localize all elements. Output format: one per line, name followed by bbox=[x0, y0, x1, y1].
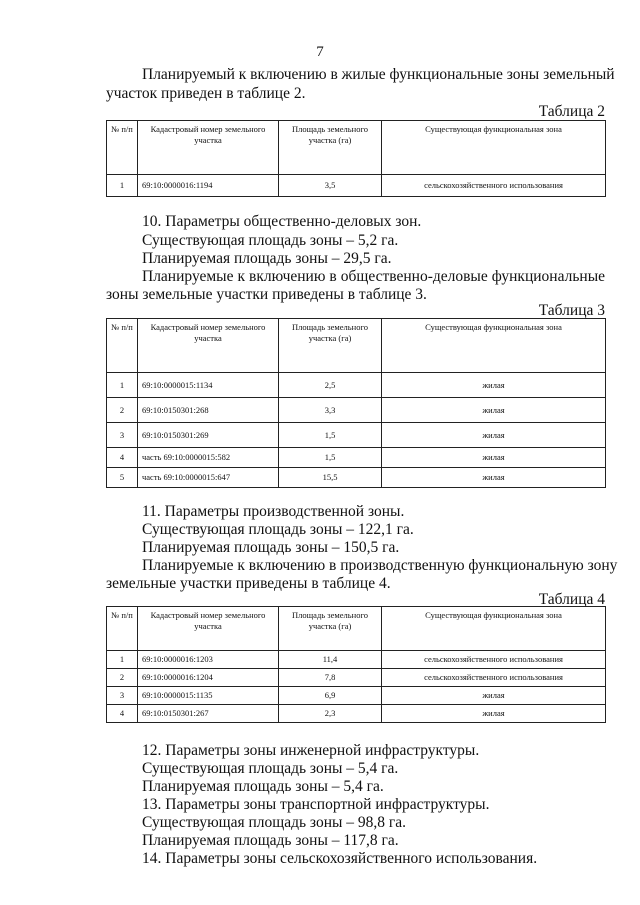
table-row bbox=[107, 373, 606, 398]
cell-num: 1 bbox=[107, 373, 138, 398]
header-area: Площадь земельного участка (га) bbox=[279, 607, 382, 651]
table-row bbox=[107, 651, 606, 669]
header-cad: Кадастровый номер земельного участка bbox=[138, 121, 279, 175]
cell-zone: жилая bbox=[382, 448, 606, 468]
table-row bbox=[107, 687, 606, 705]
table-row bbox=[107, 423, 606, 448]
cell-zone: жилая bbox=[382, 373, 606, 398]
cell-cad: 69:10:0150301:268 bbox=[138, 398, 279, 423]
cell-zone: жилая bbox=[382, 468, 606, 488]
intro-line-1: Планируемый к включению в жилые функциональные зоны земельный bbox=[142, 66, 615, 83]
header-zone: Существующая функциональная зона bbox=[382, 319, 606, 373]
s11-title: 11. Параметры производственной зоны. bbox=[142, 503, 405, 520]
cell-area: 2,5 bbox=[279, 373, 382, 398]
cell-zone: сельскохозяйственного использования bbox=[382, 175, 606, 197]
s11-text-1: Планируемые к включению в производственную функциональную зону bbox=[142, 557, 618, 574]
cell-num: 4 bbox=[107, 705, 138, 723]
page-number: 7 bbox=[316, 44, 324, 60]
header-area: Площадь земельного участка (га) bbox=[279, 121, 382, 175]
s13-existing: Существующая площадь зоны – 98,8 га. bbox=[142, 814, 407, 831]
table-row bbox=[107, 175, 606, 197]
header-area: Площадь земельного участка (га) bbox=[279, 319, 382, 373]
cell-cad: 69:10:0150301:267 bbox=[138, 705, 279, 723]
cell-cad: часть 69:10:0000015:582 bbox=[138, 448, 279, 468]
intro-line-2: участок приведен в таблице 2. bbox=[106, 85, 306, 102]
header-num: № п/п bbox=[107, 607, 138, 651]
cell-cad: 69:10:0000015:1135 bbox=[138, 687, 279, 705]
cell-area: 11,4 bbox=[279, 651, 382, 669]
s12-title: 12. Параметры зоны инженерной инфраструктуры. bbox=[142, 742, 480, 759]
cell-cad: 69:10:0000016:1203 bbox=[138, 651, 279, 669]
cell-num: 4 bbox=[107, 448, 138, 468]
table4-caption: Таблица 4 bbox=[538, 591, 605, 608]
table-row bbox=[107, 448, 606, 468]
s14-title: 14. Параметры зоны сельскохозяйственного использования. bbox=[142, 850, 538, 867]
cell-cad: 69:10:0000015:1134 bbox=[138, 373, 279, 398]
cell-zone: жилая bbox=[382, 705, 606, 723]
cell-area: 2,3 bbox=[279, 705, 382, 723]
header-cad: Кадастровый номер земельного участка bbox=[138, 607, 279, 651]
cell-num: 2 bbox=[107, 669, 138, 687]
s10-existing: Существующая площадь зоны – 5,2 га. bbox=[142, 232, 399, 249]
cell-num: 3 bbox=[107, 687, 138, 705]
cell-zone: сельскохозяйственного использования bbox=[382, 669, 606, 687]
s13-title: 13. Параметры зоны транспортной инфраструктуры. bbox=[142, 796, 490, 813]
cell-num: 2 bbox=[107, 398, 138, 423]
s11-existing: Существующая площадь зоны – 122,1 га. bbox=[142, 521, 414, 538]
cell-area: 1,5 bbox=[279, 448, 382, 468]
header-zone: Существующая функциональная зона bbox=[382, 607, 606, 651]
cell-cad: часть 69:10:0000015:647 bbox=[138, 468, 279, 488]
table-row bbox=[107, 468, 606, 488]
header-cad: Кадастровый номер земельного участка bbox=[138, 319, 279, 373]
cell-zone: жилая bbox=[382, 398, 606, 423]
cell-zone: жилая bbox=[382, 423, 606, 448]
cell-area: 3,3 bbox=[279, 398, 382, 423]
s13-planned: Планируемая площадь зоны – 117,8 га. bbox=[142, 832, 399, 849]
cell-area: 3,5 bbox=[279, 175, 382, 197]
cell-area: 15,5 bbox=[279, 468, 382, 488]
table-row bbox=[107, 398, 606, 423]
cell-area: 6,9 bbox=[279, 687, 382, 705]
cell-zone: жилая bbox=[382, 687, 606, 705]
s10-title: 10. Параметры общественно-деловых зон. bbox=[142, 213, 422, 230]
header-num: № п/п bbox=[107, 319, 138, 373]
table2-caption: Таблица 2 bbox=[538, 103, 605, 120]
table-4 bbox=[106, 606, 606, 723]
cell-zone: сельскохозяйственного использования bbox=[382, 651, 606, 669]
table-row bbox=[107, 669, 606, 687]
cell-cad: 69:10:0000016:1194 bbox=[138, 175, 279, 197]
s12-existing: Существующая площадь зоны – 5,4 га. bbox=[142, 760, 399, 777]
cell-area: 1,5 bbox=[279, 423, 382, 448]
cell-num: 3 bbox=[107, 423, 138, 448]
s12-planned: Планируемая площадь зоны – 5,4 га. bbox=[142, 778, 384, 795]
cell-num: 1 bbox=[107, 651, 138, 669]
s11-text-2: земельные участки приведены в таблице 4. bbox=[106, 575, 391, 592]
table-row bbox=[107, 705, 606, 723]
cell-cad: 69:10:0150301:269 bbox=[138, 423, 279, 448]
header-num: № п/п bbox=[107, 121, 138, 175]
s10-text-2: зоны земельные участки приведены в таблице 3. bbox=[106, 286, 427, 303]
header-zone: Существующая функциональная зона bbox=[382, 121, 606, 175]
s10-text-1: Планируемые к включению в общественно-деловые функциональные bbox=[142, 268, 605, 285]
table-3 bbox=[106, 318, 606, 488]
cell-area: 7,8 bbox=[279, 669, 382, 687]
table3-caption: Таблица 3 bbox=[538, 302, 605, 319]
table-2 bbox=[106, 120, 606, 197]
s11-planned: Планируемая площадь зоны – 150,5 га. bbox=[142, 539, 400, 556]
cell-num: 1 bbox=[107, 175, 138, 197]
s10-planned: Планируемая площадь зоны – 29,5 га. bbox=[142, 250, 392, 267]
cell-num: 5 bbox=[107, 468, 138, 488]
cell-cad: 69:10:0000016:1204 bbox=[138, 669, 279, 687]
